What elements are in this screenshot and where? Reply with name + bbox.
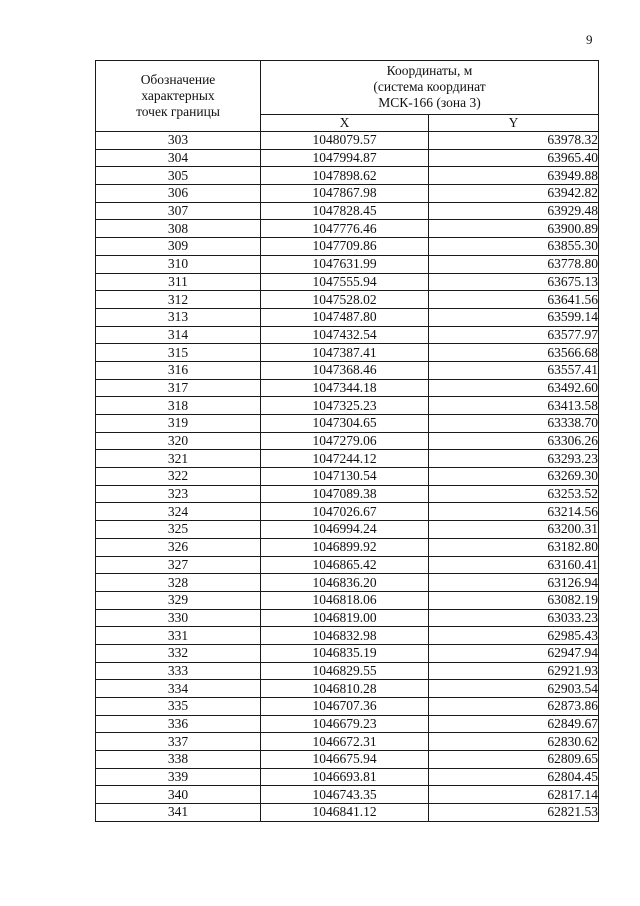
table-row	[96, 751, 599, 769]
x-coordinate-cell: 1047898.62	[261, 167, 429, 185]
y-coordinate-cell: 62947.94	[429, 644, 599, 662]
table-row	[96, 415, 599, 433]
table-body	[96, 132, 599, 822]
point-number-cell: 323	[96, 485, 261, 503]
point-number-cell: 303	[96, 132, 261, 150]
table-row	[96, 397, 599, 415]
point-number-cell: 333	[96, 662, 261, 680]
y-coordinate-cell: 63949.88	[429, 167, 599, 185]
point-number-cell: 321	[96, 450, 261, 468]
x-coordinate-cell: 1046707.36	[261, 698, 429, 716]
table-row	[96, 379, 599, 397]
point-number-cell: 340	[96, 786, 261, 804]
x-coordinate-cell: 1047487.80	[261, 308, 429, 326]
point-number-cell: 319	[96, 415, 261, 433]
table-row	[96, 255, 599, 273]
y-coordinate-cell: 63033.23	[429, 609, 599, 627]
table-row	[96, 132, 599, 150]
table-row	[96, 503, 599, 521]
point-number-cell: 327	[96, 556, 261, 574]
y-coordinate-cell: 63200.31	[429, 521, 599, 539]
table-row	[96, 185, 599, 203]
y-coordinate-cell: 63942.82	[429, 185, 599, 203]
x-coordinate-cell: 1047244.12	[261, 450, 429, 468]
y-coordinate-cell: 63577.97	[429, 326, 599, 344]
table-row	[96, 644, 599, 662]
y-coordinate-cell: 63253.52	[429, 485, 599, 503]
y-column-header: Y	[429, 114, 599, 131]
y-coordinate-cell: 63778.80	[429, 255, 599, 273]
table-row	[96, 291, 599, 309]
x-coordinate-cell: 1047828.45	[261, 202, 429, 220]
y-coordinate-cell: 63413.58	[429, 397, 599, 415]
table-row	[96, 786, 599, 804]
y-coordinate-cell: 63306.26	[429, 432, 599, 450]
x-coordinate-cell: 1046693.81	[261, 768, 429, 786]
x-coordinate-cell: 1046679.23	[261, 715, 429, 733]
y-coordinate-cell: 62849.67	[429, 715, 599, 733]
table-row	[96, 698, 599, 716]
x-coordinate-cell: 1046675.94	[261, 751, 429, 769]
x-coordinate-cell: 1046672.31	[261, 733, 429, 751]
point-number-cell: 334	[96, 680, 261, 698]
table-row	[96, 344, 599, 362]
point-number-cell: 336	[96, 715, 261, 733]
x-coordinate-cell: 1047631.99	[261, 255, 429, 273]
y-coordinate-cell: 62985.43	[429, 627, 599, 645]
y-coordinate-cell: 63599.14	[429, 308, 599, 326]
point-number-cell: 326	[96, 538, 261, 556]
point-number-cell: 341	[96, 804, 261, 822]
table-row	[96, 733, 599, 751]
table-row	[96, 308, 599, 326]
table-row	[96, 273, 599, 291]
table-row	[96, 680, 599, 698]
y-coordinate-cell: 63929.48	[429, 202, 599, 220]
point-number-cell: 315	[96, 344, 261, 362]
y-coordinate-cell: 63675.13	[429, 273, 599, 291]
table-row	[96, 591, 599, 609]
x-coordinate-cell: 1048079.57	[261, 132, 429, 150]
x-coordinate-cell: 1046899.92	[261, 538, 429, 556]
point-number-cell: 322	[96, 468, 261, 486]
table-row	[96, 326, 599, 344]
point-number-cell: 318	[96, 397, 261, 415]
x-coordinate-cell: 1046994.24	[261, 521, 429, 539]
y-coordinate-cell: 63338.70	[429, 415, 599, 433]
page-number: 9	[586, 32, 593, 47]
table-row	[96, 609, 599, 627]
point-number-cell: 317	[96, 379, 261, 397]
point-header-line-1: Обозначение	[140, 72, 216, 87]
table-row	[96, 220, 599, 238]
x-coordinate-cell: 1046818.06	[261, 591, 429, 609]
table-row	[96, 238, 599, 256]
x-coordinate-cell: 1047432.54	[261, 326, 429, 344]
point-number-cell: 316	[96, 361, 261, 379]
table-row	[96, 149, 599, 167]
y-coordinate-cell: 63641.56	[429, 291, 599, 309]
point-number-cell: 305	[96, 167, 261, 185]
point-number-cell: 320	[96, 432, 261, 450]
point-number-cell: 304	[96, 149, 261, 167]
point-number-cell: 313	[96, 308, 261, 326]
y-coordinate-cell: 63126.94	[429, 574, 599, 592]
x-coordinate-cell: 1047555.94	[261, 273, 429, 291]
table-row	[96, 167, 599, 185]
point-number-cell: 338	[96, 751, 261, 769]
y-coordinate-cell: 62804.45	[429, 768, 599, 786]
point-number-cell: 310	[96, 255, 261, 273]
table-row	[96, 574, 599, 592]
point-number-cell: 324	[96, 503, 261, 521]
x-coordinate-cell: 1047130.54	[261, 468, 429, 486]
coords-header-line-2: (система координат	[373, 79, 486, 95]
point-number-cell: 330	[96, 609, 261, 627]
point-designation-header	[96, 61, 261, 132]
y-coordinate-cell: 63978.32	[429, 132, 599, 150]
point-number-cell: 331	[96, 627, 261, 645]
x-coordinate-cell: 1046743.35	[261, 786, 429, 804]
coordinates-group-header	[261, 61, 599, 115]
point-number-cell: 328	[96, 574, 261, 592]
table-row	[96, 361, 599, 379]
point-number-cell: 332	[96, 644, 261, 662]
table-row	[96, 556, 599, 574]
x-coordinate-cell: 1047528.02	[261, 291, 429, 309]
y-coordinate-cell: 63182.80	[429, 538, 599, 556]
table-row	[96, 450, 599, 468]
table-row	[96, 804, 599, 822]
point-number-cell: 339	[96, 768, 261, 786]
x-coordinate-cell: 1046836.20	[261, 574, 429, 592]
x-coordinate-cell: 1046832.98	[261, 627, 429, 645]
x-coordinate-cell: 1047776.46	[261, 220, 429, 238]
x-coordinate-cell: 1046829.55	[261, 662, 429, 680]
point-number-cell: 311	[96, 273, 261, 291]
y-coordinate-cell: 63160.41	[429, 556, 599, 574]
table-row	[96, 202, 599, 220]
y-coordinate-cell: 63965.40	[429, 149, 599, 167]
x-coordinate-cell: 1046819.00	[261, 609, 429, 627]
x-coordinate-cell: 1047279.06	[261, 432, 429, 450]
coordinates-table	[95, 60, 599, 822]
y-coordinate-cell: 63082.19	[429, 591, 599, 609]
y-coordinate-cell: 63293.23	[429, 450, 599, 468]
x-coordinate-cell: 1047368.46	[261, 361, 429, 379]
point-number-cell: 306	[96, 185, 261, 203]
x-coordinate-cell: 1047089.38	[261, 485, 429, 503]
table-row	[96, 538, 599, 556]
x-coordinate-cell: 1046865.42	[261, 556, 429, 574]
x-coordinate-cell: 1047026.67	[261, 503, 429, 521]
y-coordinate-cell: 62817.14	[429, 786, 599, 804]
x-coordinate-cell: 1047867.98	[261, 185, 429, 203]
y-coordinate-cell: 63214.56	[429, 503, 599, 521]
y-coordinate-cell: 63269.30	[429, 468, 599, 486]
point-number-cell: 309	[96, 238, 261, 256]
y-coordinate-cell: 63557.41	[429, 361, 599, 379]
point-number-cell: 337	[96, 733, 261, 751]
x-coordinate-cell: 1047994.87	[261, 149, 429, 167]
point-header-line-3: точек границы	[136, 104, 220, 119]
y-coordinate-cell: 63492.60	[429, 379, 599, 397]
point-number-cell: 325	[96, 521, 261, 539]
coords-header-line-3: МСК-166 (зона 3)	[378, 95, 481, 111]
table-row	[96, 485, 599, 503]
y-coordinate-cell: 62809.65	[429, 751, 599, 769]
point-number-cell: 329	[96, 591, 261, 609]
x-column-header: X	[261, 114, 429, 131]
x-coordinate-cell: 1046835.19	[261, 644, 429, 662]
x-coordinate-cell: 1047709.86	[261, 238, 429, 256]
point-number-cell: 307	[96, 202, 261, 220]
table-row	[96, 768, 599, 786]
table-row	[96, 521, 599, 539]
y-coordinate-cell: 62873.86	[429, 698, 599, 716]
point-number-cell: 314	[96, 326, 261, 344]
x-coordinate-cell: 1047387.41	[261, 344, 429, 362]
y-coordinate-cell: 62903.54	[429, 680, 599, 698]
y-coordinate-cell: 62821.53	[429, 804, 599, 822]
y-coordinate-cell: 63855.30	[429, 238, 599, 256]
table-row	[96, 468, 599, 486]
y-coordinate-cell: 62921.93	[429, 662, 599, 680]
x-coordinate-cell: 1046841.12	[261, 804, 429, 822]
y-coordinate-cell: 63900.89	[429, 220, 599, 238]
y-coordinate-cell: 63566.68	[429, 344, 599, 362]
coords-header-line-1: Координаты, м	[386, 63, 473, 79]
point-number-cell: 312	[96, 291, 261, 309]
point-header-line-2: характерных	[141, 88, 215, 103]
y-coordinate-cell: 62830.62	[429, 733, 599, 751]
x-coordinate-cell: 1046810.28	[261, 680, 429, 698]
point-number-cell: 308	[96, 220, 261, 238]
table-row	[96, 627, 599, 645]
table-row	[96, 715, 599, 733]
x-coordinate-cell: 1047325.23	[261, 397, 429, 415]
x-coordinate-cell: 1047344.18	[261, 379, 429, 397]
table-row	[96, 662, 599, 680]
table-row	[96, 432, 599, 450]
point-number-cell: 335	[96, 698, 261, 716]
x-coordinate-cell: 1047304.65	[261, 415, 429, 433]
